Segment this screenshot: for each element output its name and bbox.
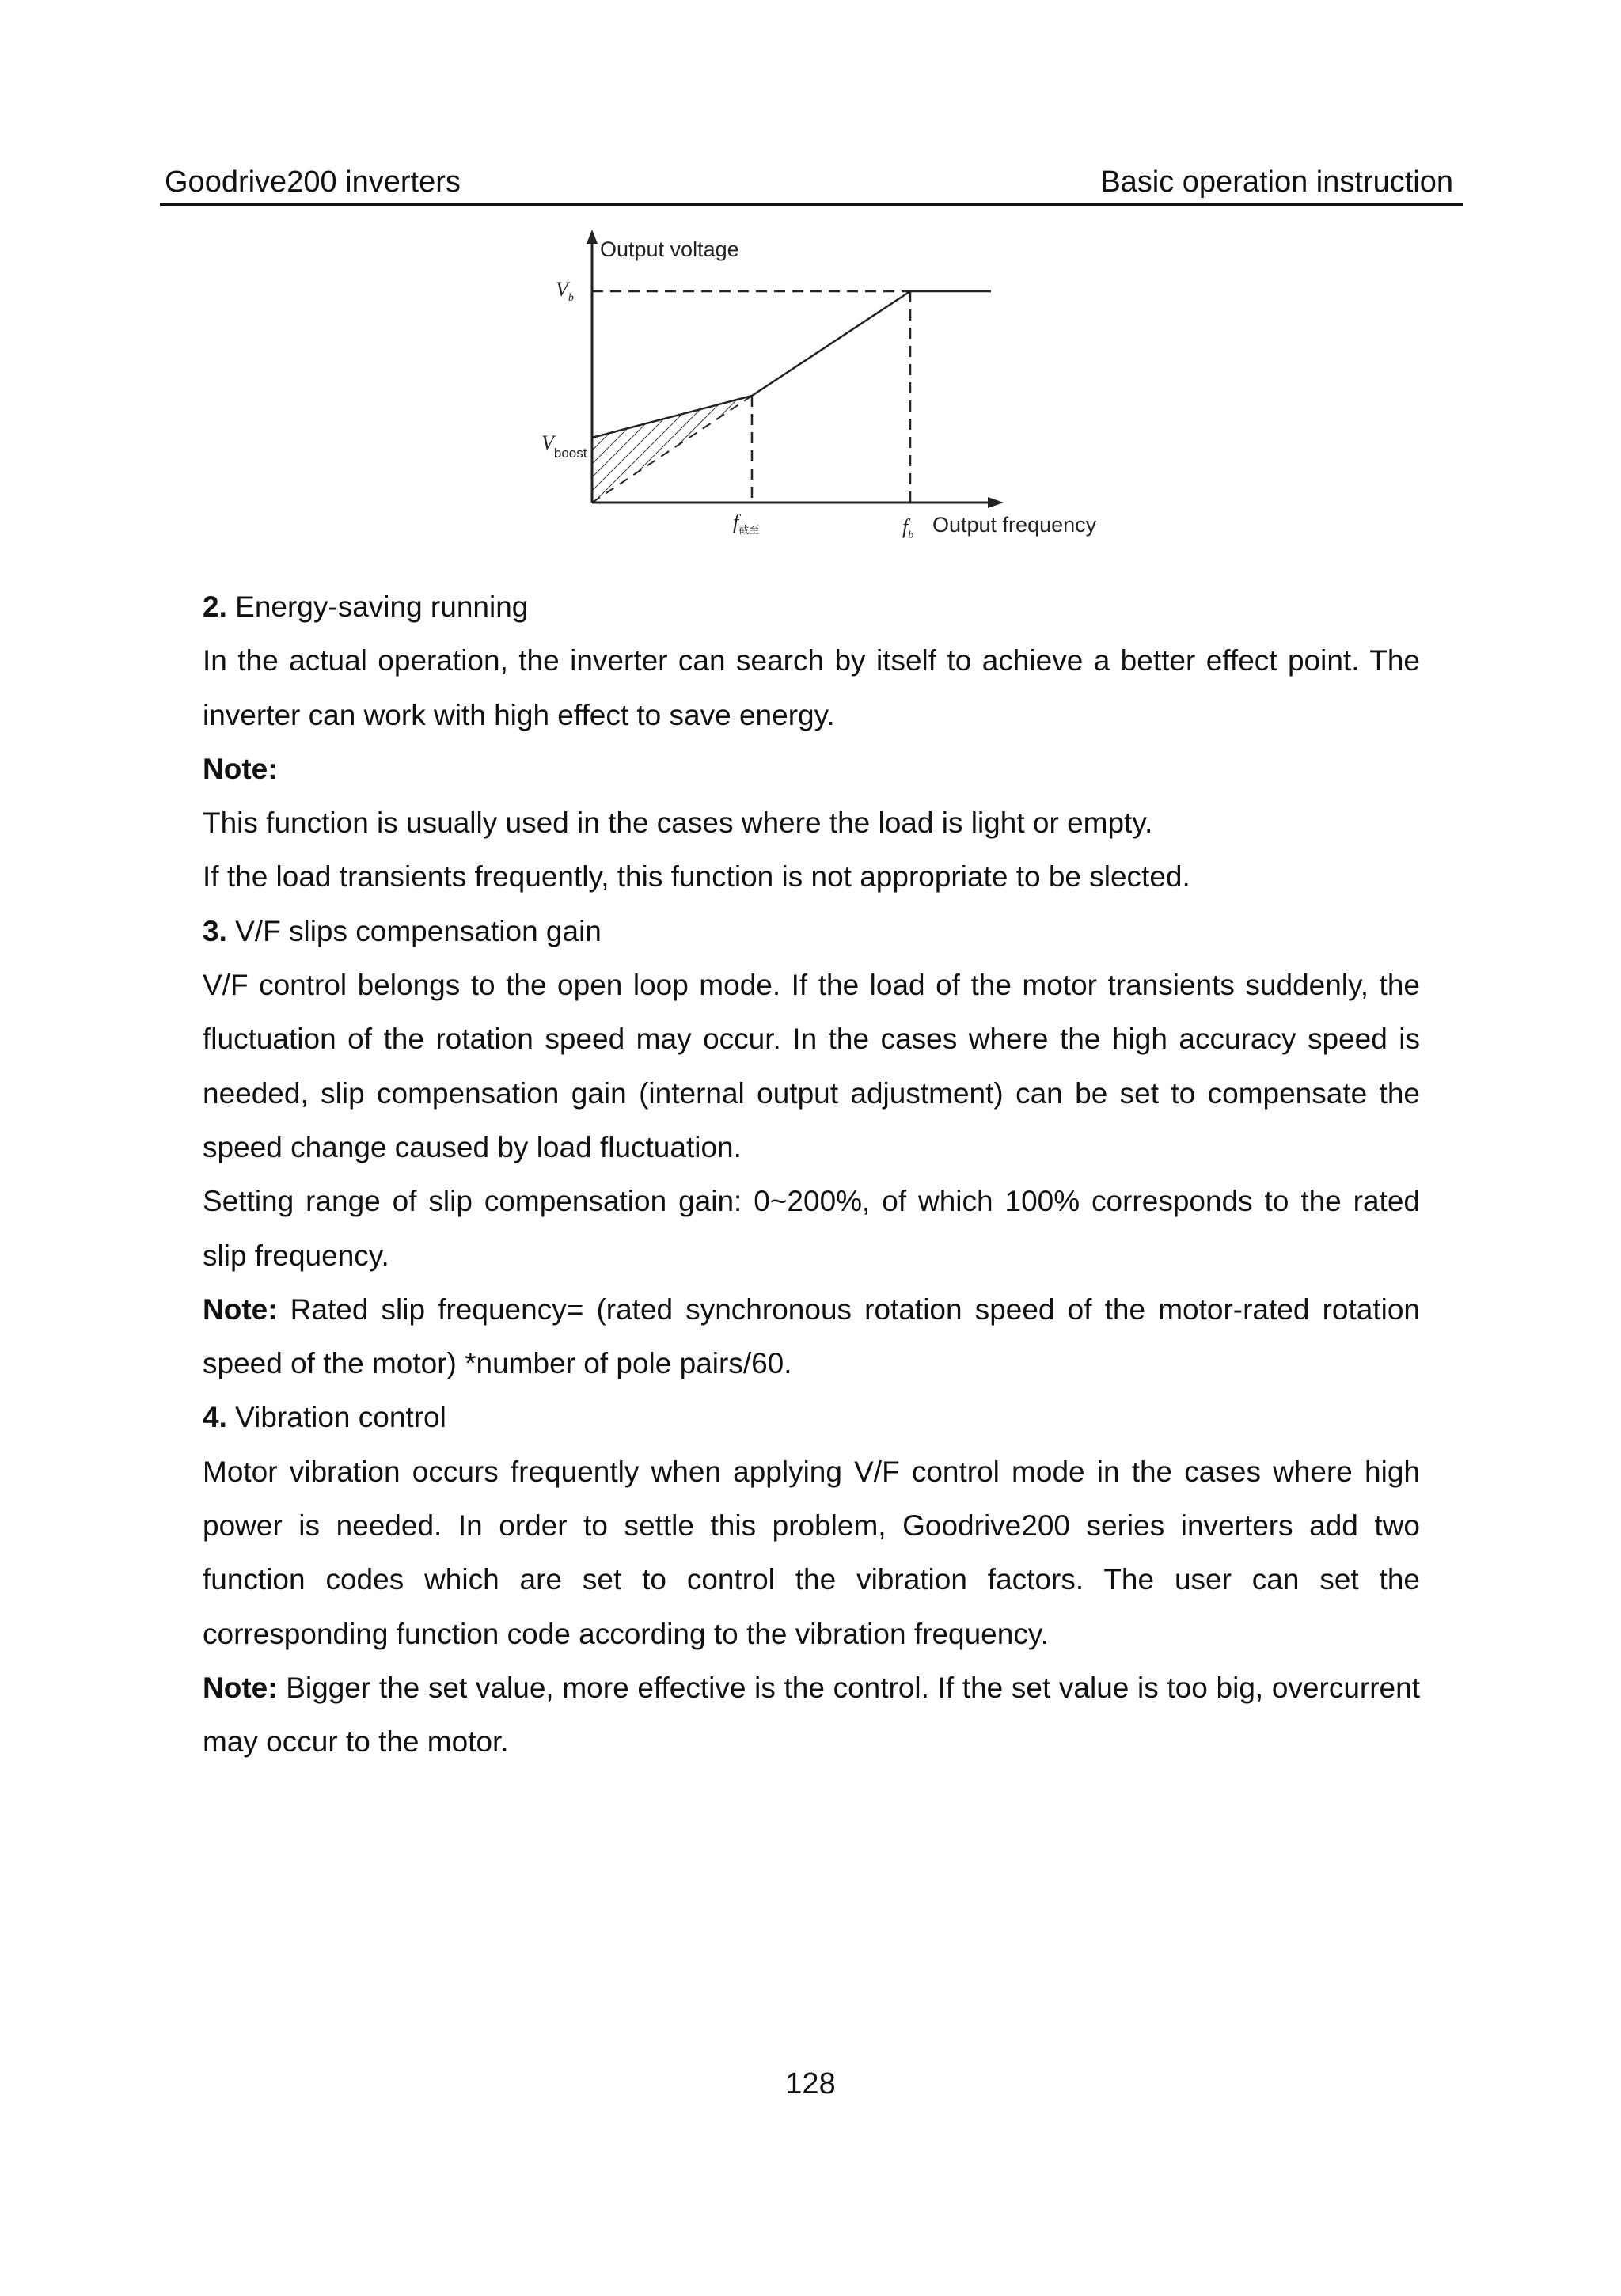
section-2-note-line-2: If the load transients frequently, this function is not appropriate to be slected. (203, 860, 1190, 894)
section-3-title: V/F slips compensation gain (226, 914, 602, 947)
section-3-paragraph-1: V/F control belongs to the open loop mode. If the load of the motor transients suddenly, the fluctuation of the rotation speed may occur. In the cases where the high accuracy speed is needed, slip compensation gain (internal output adjustment) can be set to compensate the speed change caused by load fluctuation. (203, 969, 1420, 1163)
section-2-note-line-1: This function is usually used in the cases where the load is light or empty. (203, 806, 1153, 840)
vboost-label: $V_{boost}$ (541, 431, 587, 461)
section-2-note-label: Note: (203, 752, 278, 785)
section-3-note (203, 1283, 1420, 1391)
vf-curve-diagram (530, 230, 1108, 546)
section-2-heading (203, 580, 1420, 634)
section-4-note-text: Bigger the set value, more effective is the control. If the set value is too big, overcurrent may occur to the motor. (203, 1671, 1420, 1759)
x-axis-arrow (988, 497, 1004, 508)
vf-torque-boost-figure (530, 230, 1108, 546)
section-4-title: Vibration control (226, 1401, 446, 1434)
section-2-paragraph: In the actual operation, the inverter can search by itself to achieve a better effect point. The inverter can work with high effect to save energy. (203, 644, 1420, 731)
section-4-note-label: Note: (203, 1671, 278, 1704)
section-4-heading (203, 1391, 1420, 1444)
section-4-note (203, 1661, 1420, 1770)
fcut-label: $f_{截至}$ (733, 510, 760, 537)
section-3-paragraph-2: Setting range of slip compensation gain: 0~200%, of which 100% corresponds to the rated slip frequency. (203, 1185, 1420, 1272)
page-number: 128 (785, 2067, 836, 2101)
y-axis-label: Output voltage (600, 237, 739, 261)
section-4-number: 4. (203, 1401, 227, 1434)
curve-linear-segment (752, 291, 910, 396)
fb-label: $f_b$ (902, 515, 914, 541)
y-axis-arrow (587, 230, 598, 244)
header-doc-title: Goodrive200 inverters (165, 165, 461, 199)
section-2-title: Energy-saving running (226, 590, 529, 623)
boost-hatched-area (592, 396, 752, 503)
section-3-number: 3. (203, 914, 227, 947)
header-rule (160, 203, 1463, 206)
vb-label: $V_b$ (556, 278, 574, 304)
section-3-note-text: Rated slip frequency= (rated synchronous rotation speed of the motor-rated rotation speed of the motor) *number of pole pairs/60. (203, 1292, 1420, 1380)
section-3-heading (203, 905, 1420, 958)
page-body (203, 580, 1420, 1770)
x-axis-label: Output frequency (932, 513, 1097, 537)
section-2-number: 2. (203, 590, 227, 623)
page-header (160, 163, 1458, 204)
header-chapter-title: Basic operation instruction (1100, 165, 1453, 199)
section-4-paragraph: Motor vibration occurs frequently when applying V/F control mode in the cases where high power is needed. In order to settle this problem, Goodrive200 series inverters add two function codes which are set to control the vibration factors. The user can set the corresponding function code according to the vibration frequency. (203, 1455, 1420, 1650)
section-3-note-label: Note: (203, 1292, 278, 1326)
